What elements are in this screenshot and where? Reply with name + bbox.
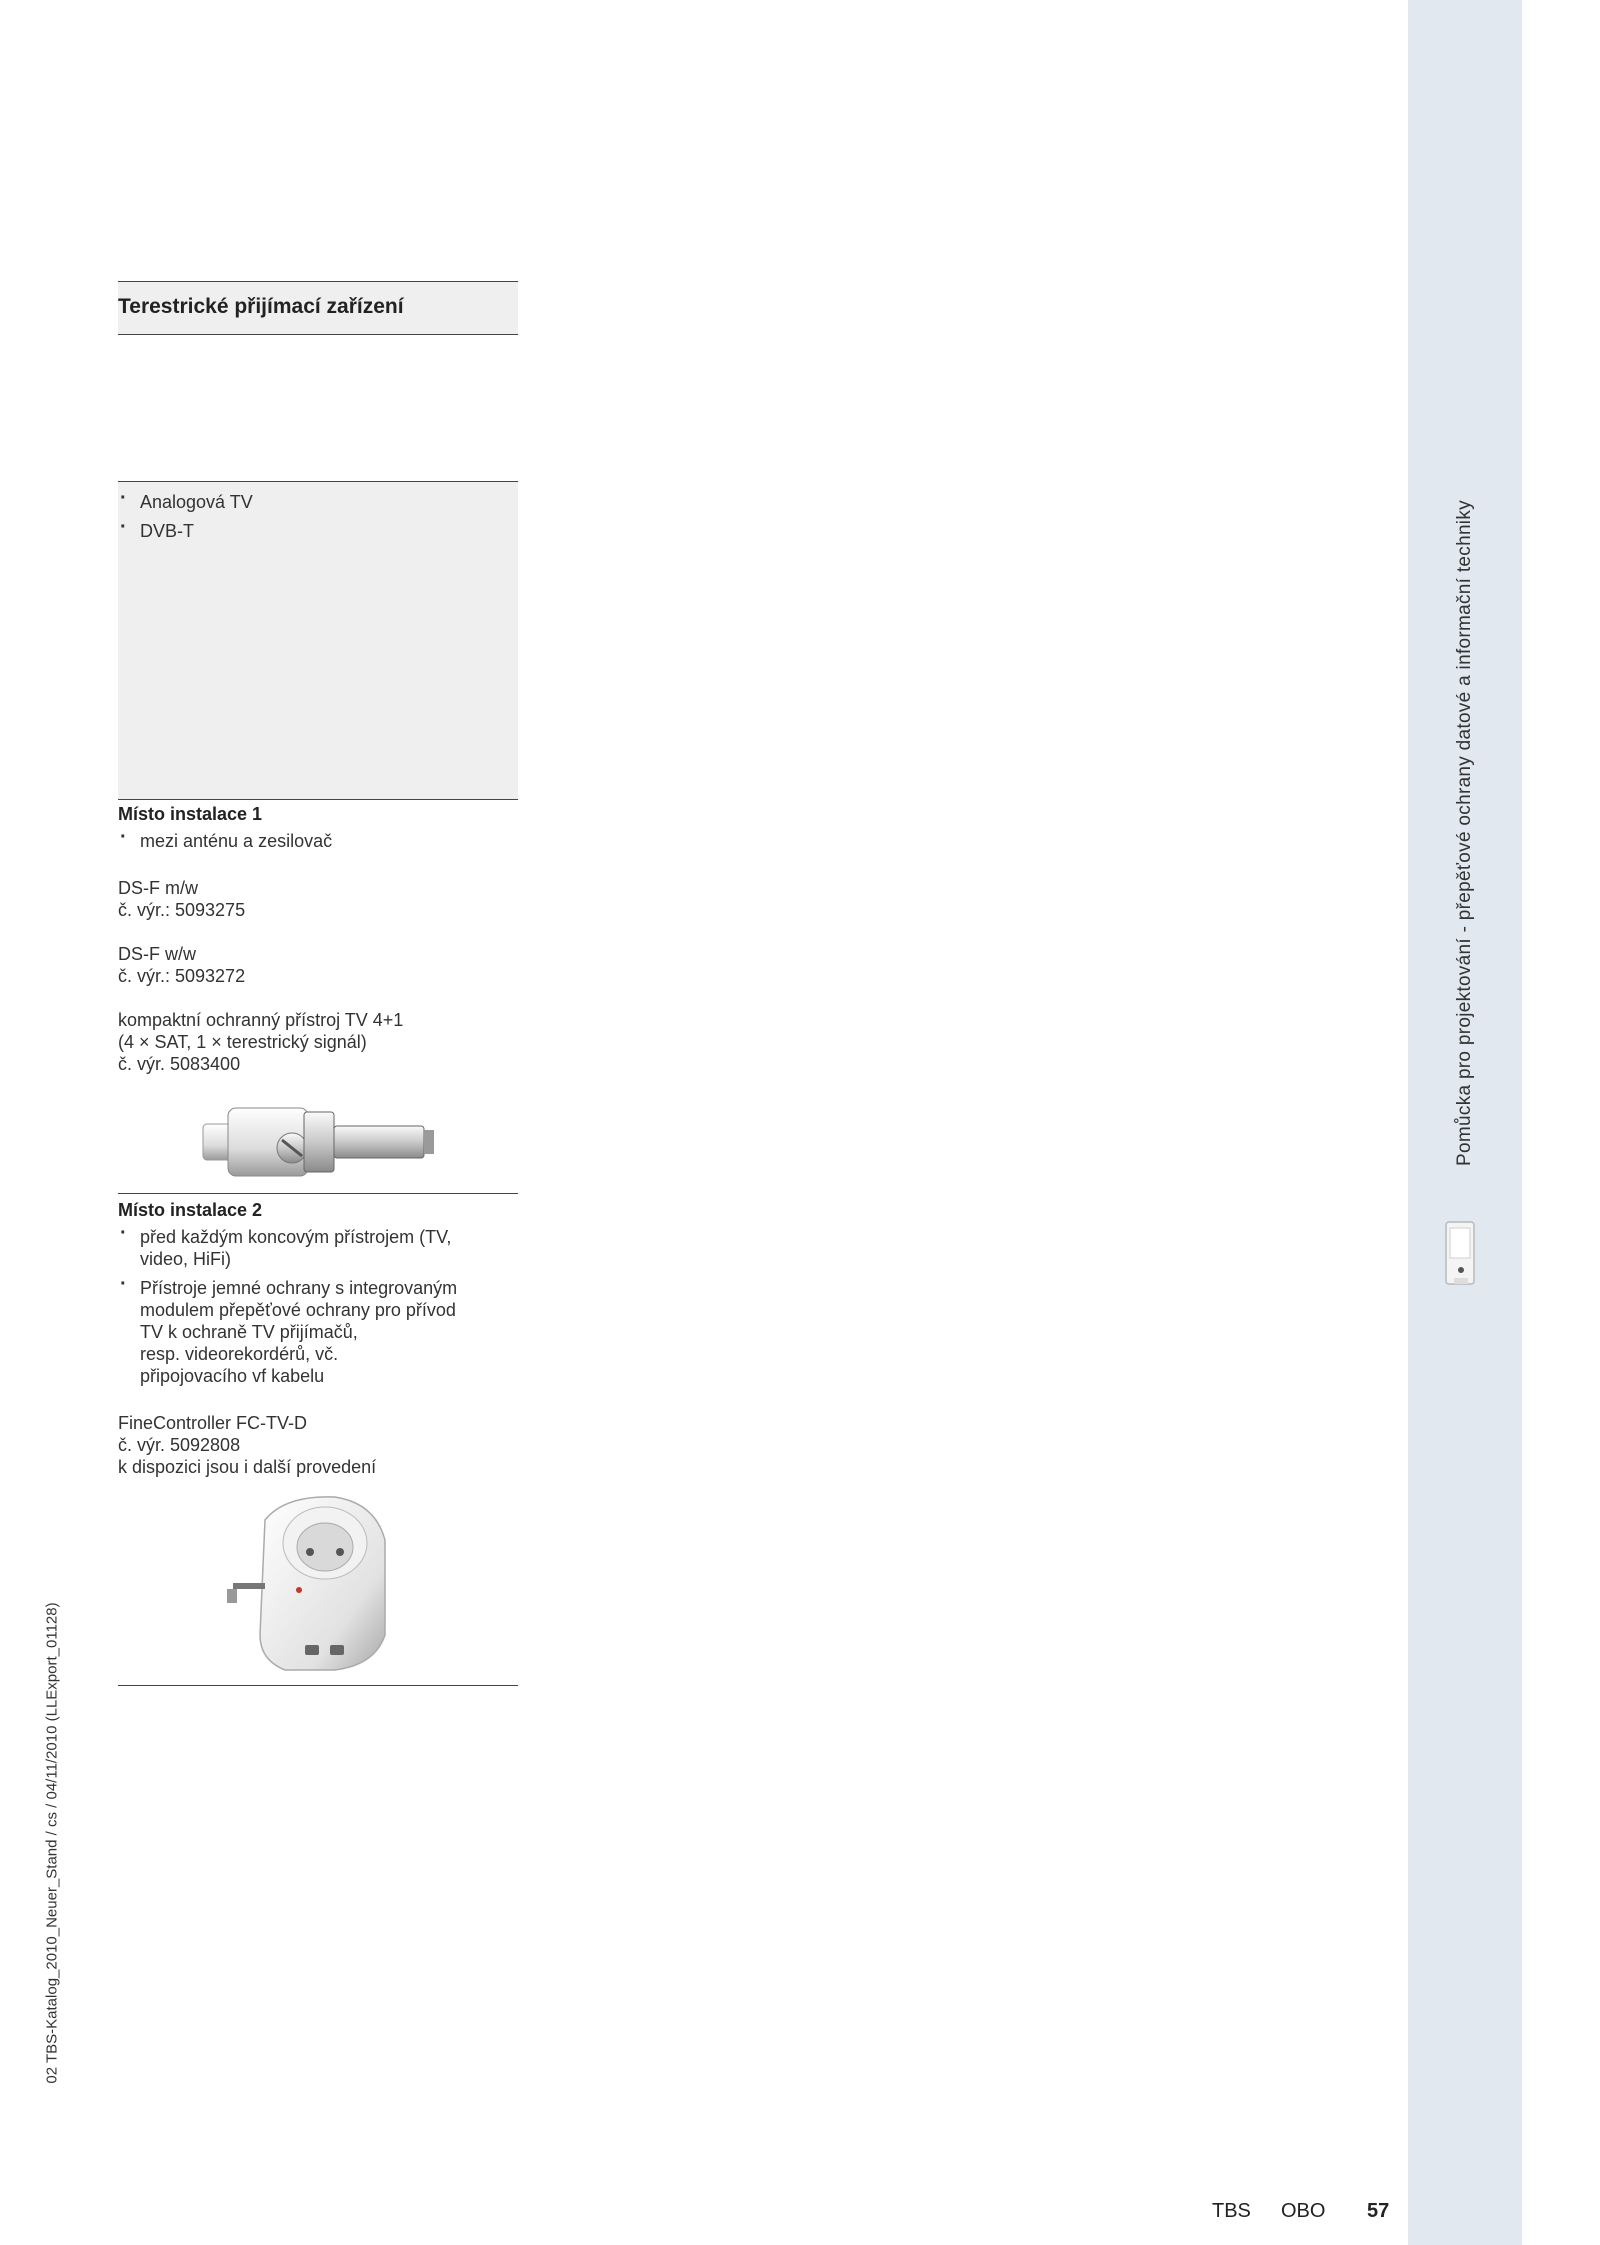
product-ds-f-mw — [118, 877, 518, 921]
section-title-box — [118, 281, 518, 335]
coax-surge-protector-image — [200, 1090, 440, 1190]
signal-list — [118, 491, 253, 549]
product-finecontroller — [118, 1412, 518, 1478]
footer-brand-tbs: TBS — [1212, 2200, 1251, 2222]
location2-bullets — [118, 1226, 518, 1387]
device-thumbnail-icon — [1440, 1218, 1482, 1290]
sidebar-title: Pomůcka pro projektování - přepěťové ochrany datové a informační techniky — [1454, 500, 1475, 1166]
product-article-number: č. výr. 5092808 — [118, 1435, 241, 1455]
divider — [118, 1685, 518, 1686]
product-article-number: č. výr. 5083400 — [118, 1054, 241, 1074]
footer-code: 02 TBS-Katalog_2010_Neuer_Stand / cs / 04/11/2010 (LLExport_01128) — [43, 1602, 61, 2084]
location1-heading: Místo instalace 1 — [118, 804, 263, 824]
product-description: (4 × SAT, 1 × terestrický signál) — [118, 1032, 367, 1052]
location1-bullet: · mezi anténu a zesilovač — [118, 830, 518, 852]
divider — [118, 1193, 518, 1194]
product-name: DS-F m/w — [118, 878, 198, 898]
location1-section — [118, 803, 518, 859]
product-tv41 — [118, 1009, 518, 1075]
product-article-number: č. výr.: 5093272 — [118, 966, 246, 986]
signal-item: · Analogová TV — [118, 491, 253, 513]
location2-bullet: · před každým koncovým přístrojem (TV, video, HiFi) — [118, 1226, 518, 1270]
location2-bullet: · Přístroje jemné ochrany s integrovaným modulem přepěťové ochrany pro přívod TV k ochraně TV přijímačů, resp. videorekordérů, vč. připojovacího vf kabelu — [118, 1277, 518, 1387]
signal-types-box — [118, 481, 518, 800]
location2-section — [118, 1199, 518, 1394]
location1-bullets — [118, 830, 518, 852]
product-ds-f-ww — [118, 943, 518, 987]
product-article-number: č. výr.: 5093275 — [118, 900, 246, 920]
product-note: k dispozici jsou i další provedení — [118, 1457, 377, 1477]
product-name: DS-F w/w — [118, 944, 196, 964]
product-name: kompaktní ochranný přístroj TV 4+1 — [118, 1010, 404, 1030]
footer-brand-obo: OBO — [1281, 2200, 1326, 2222]
finecontroller-plug-image — [225, 1485, 425, 1680]
location2-heading: Místo instalace 2 — [118, 1200, 263, 1220]
signal-item: · DVB-T — [118, 520, 253, 542]
product-name: FineController FC-TV-D — [118, 1413, 308, 1433]
page-number: 57 — [1367, 2200, 1390, 2222]
section-title: Terestrické přijímací zařízení — [118, 295, 404, 318]
